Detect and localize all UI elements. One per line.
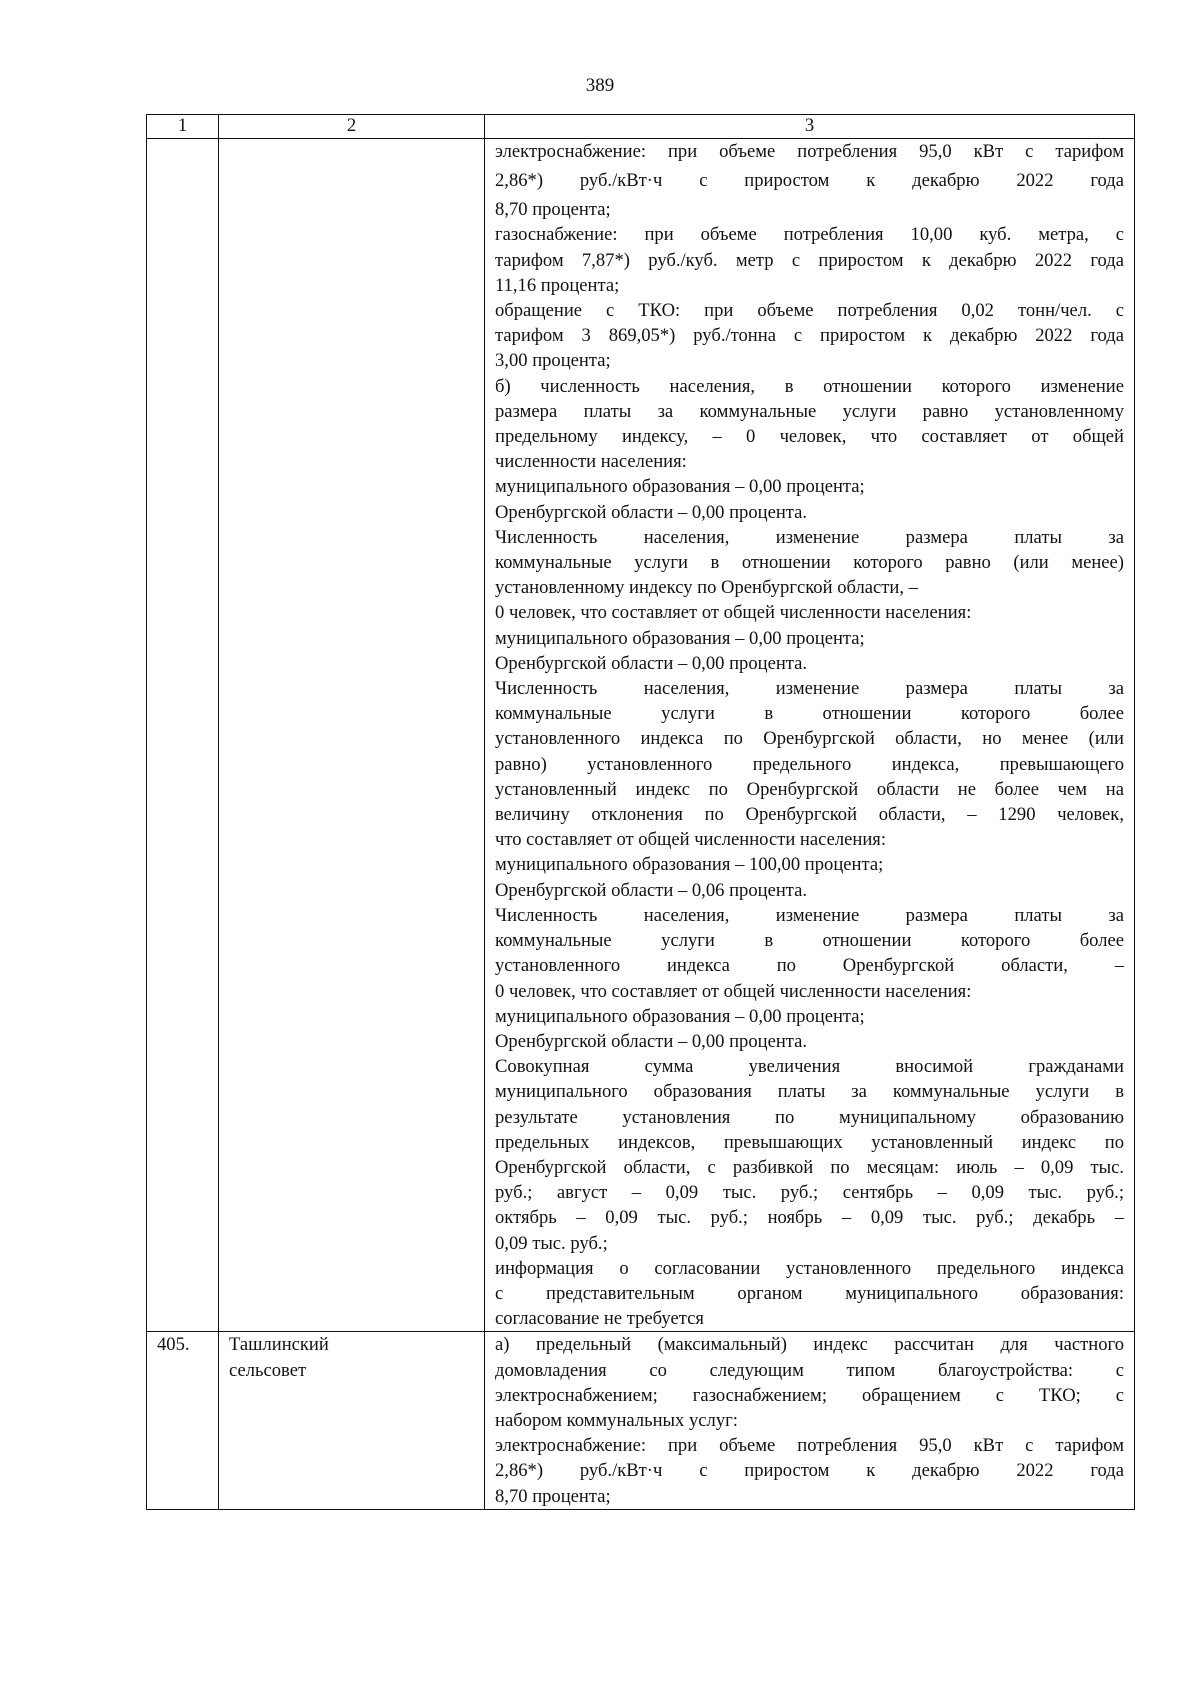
text-line: муниципального образования – 0,00 процента; (495, 476, 865, 498)
table-row-405 (147, 1332, 1135, 1509)
text-line: Оренбургской области, с разбивкой по месяцам: июль – 0,09 тыс. (495, 1156, 1124, 1178)
text-line: электроснабжение: при объеме потребления 95,0 кВт с тарифом (495, 141, 1124, 162)
document-table (146, 114, 1135, 1510)
text-line: электроснабжением; газоснабжением; обращением с ТКО; с (495, 1384, 1124, 1406)
text-line: электроснабжение: при объеме потребления 95,0 кВт с тарифом (495, 1435, 1124, 1457)
text-line: величину отклонения по Оренбургской области, – 1290 человек, (495, 804, 1124, 826)
text-line: предельному индексу, – 0 человек, что составляет от общей (495, 426, 1124, 448)
text-line: 0 человек, что составляет от общей численности населения: (495, 980, 972, 1002)
text-line: Оренбургской области – 0,00 процента. (495, 1030, 808, 1052)
text-line: результате установления по муниципальному образованию (495, 1106, 1124, 1128)
text-line: предельных индексов, превышающих установленный индекс по (495, 1131, 1124, 1153)
municipality-name-line: Ташлинский (229, 1334, 329, 1356)
municipality-name-cell (219, 139, 485, 1332)
text-line: численности населения: (495, 451, 687, 473)
text-line: б) численность населения, в отношении которого изменение (495, 375, 1124, 397)
text-line: Численность населения, изменение размера платы за (495, 678, 1124, 700)
text-line: 11,16 процента; (495, 274, 620, 296)
text-line: с представительным органом муниципального образования: (495, 1282, 1124, 1304)
text-line: муниципального образования платы за коммунальные услуги в (495, 1081, 1124, 1103)
text-line: 0,09 тыс. руб.; (495, 1232, 608, 1254)
text-line: 0 человек, что составляет от общей численности населения: (495, 602, 972, 624)
column-header-1: 1 (147, 115, 219, 139)
text-line: установленный индекс по Оренбургской области не более чем на (495, 778, 1124, 800)
text-line: Численность населения, изменение размера платы за (495, 526, 1124, 548)
text-line: что составляет от общей численности населения: (495, 829, 887, 851)
text-line: 8,70 процента; (495, 199, 611, 221)
text-line: Оренбургской области – 0,00 процента. (495, 501, 808, 523)
text-line: 8,70 процента; (495, 1485, 611, 1507)
text-line: 2,86*) руб./кВт·ч с приростом к декабрю 2022 года (495, 1460, 1124, 1482)
description-cell (485, 139, 1135, 1332)
text-line: октябрь – 0,09 тыс. руб.; ноябрь – 0,09 тыс. руб.; декабрь – (495, 1207, 1124, 1229)
page-number: 389 (585, 75, 615, 96)
text-line: установленному индексу по Оренбургской области, – (495, 577, 918, 599)
text-line: набором коммунальных услуг: (495, 1409, 738, 1431)
text-line: установленного индекса по Оренбургской области, но менее (или (495, 728, 1124, 750)
text-line: коммунальные услуги в отношении которого равно (или менее) (495, 552, 1124, 574)
municipality-name-cell (219, 1332, 485, 1509)
row-number-cell (147, 139, 219, 1332)
text-line: а) предельный (максимальный) индекс рассчитан для частного (495, 1334, 1124, 1356)
text-line: тарифом 3 869,05*) руб./тонна с приростом к декабрю 2022 года (495, 325, 1124, 347)
text-line: коммунальные услуги в отношении которого более (495, 703, 1124, 725)
text-line: равно) установленного предельного индекса, превышающего (495, 753, 1124, 775)
text-line: Оренбургской области – 0,00 процента. (495, 652, 808, 674)
text-line: газоснабжение: при объеме потребления 10,00 куб. метра, с (495, 224, 1124, 246)
row-number-cell: 405. (147, 1332, 219, 1509)
text-line: коммунальные услуги в отношении которого более (495, 930, 1124, 952)
text-line: домовладения со следующим типом благоустройства: с (495, 1359, 1124, 1381)
text-line: 3,00 процента; (495, 350, 611, 372)
text-line: установленного индекса по Оренбургской области, – (495, 955, 1124, 977)
text-line: обращение с ТКО: при объеме потребления 0,02 тонн/чел. с (495, 300, 1124, 322)
text-line: размера платы за коммунальные услуги равно установленному (495, 400, 1124, 422)
column-header-3: 3 (485, 115, 1135, 139)
text-line: муниципального образования – 100,00 процента; (495, 854, 884, 876)
table-row-continuation (147, 139, 1135, 1332)
table-header-row (147, 115, 1135, 139)
text-line: 2,86*) руб./кВт·ч с приростом к декабрю 2022 года (495, 170, 1124, 192)
text-line: тарифом 7,87*) руб./куб. метр с приростом к декабрю 2022 года (495, 249, 1124, 271)
text-line: информация о согласовании установленного предельного индекса (495, 1257, 1124, 1279)
text-line: муниципального образования – 0,00 процента; (495, 1005, 865, 1027)
text-line: согласование не требуется (495, 1308, 704, 1330)
description-cell (485, 1332, 1135, 1509)
text-line: Совокупная сумма увеличения вносимой гражданами (495, 1056, 1124, 1078)
text-line: Численность населения, изменение размера платы за (495, 904, 1124, 926)
municipality-name-line: сельсовет (229, 1359, 307, 1381)
column-header-2: 2 (219, 115, 485, 139)
text-line: Оренбургской области – 0,06 процента. (495, 879, 808, 901)
text-line: руб.; август – 0,09 тыс. руб.; сентябрь – 0,09 тыс. руб.; (495, 1182, 1124, 1204)
text-line: муниципального образования – 0,00 процента; (495, 627, 865, 649)
